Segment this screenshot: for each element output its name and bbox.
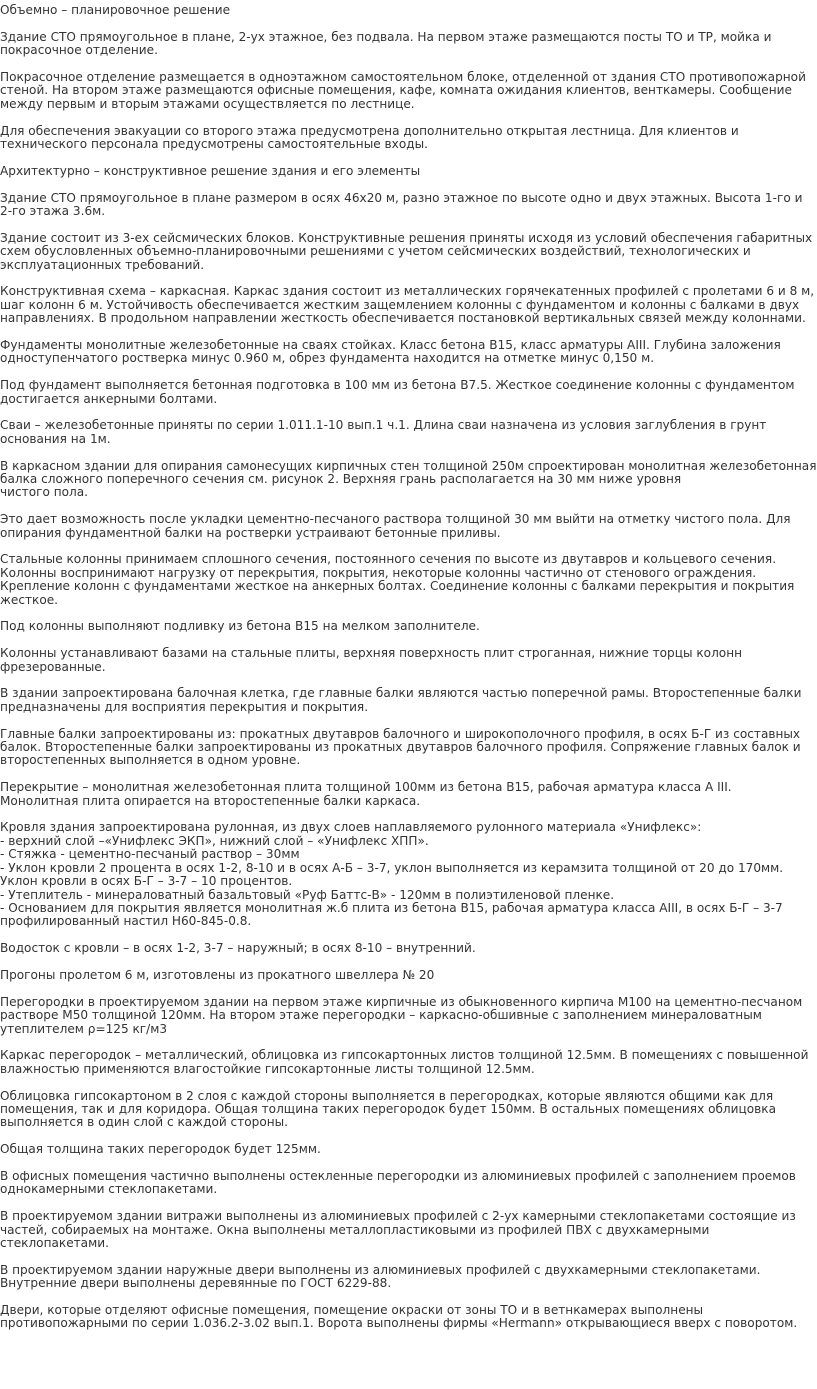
paragraph [0, 284, 815, 326]
text-line: балок. Второстепенные балки запроектированы из прокатных двутавров балочного профиля. Сопряжение главных балок и [0, 740, 801, 755]
text-line: В офисных помещения частично выполнены остекленные перегородки из алюминиевых профилей с заполнением проемов [0, 1168, 796, 1183]
text-line: Архитектурно – конструктивное решение здания и его элементы [0, 163, 421, 178]
text-line: Водосток с кровли – в осях 1-2, 3-7 – наружный; в осях 8-10 – внутренний. [0, 941, 476, 956]
text-line: Здание СТО прямоугольное в плане размером в осях 46х20 м, разно этажное по высоте одно и двух этажных. Высота 1-го и [0, 190, 803, 205]
text-line: Двери, которые отделяют офисные помещения, помещение окраски от зоны ТО и в ветнкамерах выполнены [0, 1302, 704, 1317]
text-line: фрезерованные. [0, 659, 106, 674]
text-line: 2-го этажа 3.6м. [0, 204, 106, 219]
text-line: Это дает возможность после укладки цементно-песчаного раствора толщиной 30 мм выйти на отметку чистого пола. Для [0, 512, 791, 527]
text-line: покрасочное отделение. [0, 43, 158, 58]
text-line: Фундаменты монолитные железобетонные на сваях стойках. Класс бетона В15, класс арматуры AIII. Глубина заложения [0, 338, 781, 353]
paragraph [0, 1302, 798, 1331]
text-line: помещения, так и для коридора. Общая толщина таких перегородок будет 150мм. В остальных помещениях облицовка [0, 1101, 776, 1116]
text-line: однокамерными стеклопакетами. [0, 1182, 218, 1197]
paragraph [0, 123, 739, 152]
text-line: Для обеспечения эвакуации со второго этажа предусмотрена дополнительно открытая лестница. Для клиентов и [0, 123, 739, 138]
text-line: - верхний слой –«Унифлекс ЭКП», нижний слой – «Унифлекс ХПП». [0, 833, 429, 848]
paragraph [0, 820, 784, 929]
text-line: Кровля здания запроектирована рулонная, из двух слоев наплавляемого рулонного материала «Унифлекс»: [0, 820, 702, 835]
text-line: противопожарными по серии 1.036.2-3.02 вып.1. Ворота выполнены фирмы «Hermann» открывающиеся вверх с поворотом. [0, 1316, 798, 1331]
paragraph [0, 942, 700, 955]
paragraph [0, 1168, 796, 1197]
paragraph [0, 552, 795, 607]
paragraph [0, 1143, 700, 1156]
text-line: второстепенных выполняется в одном уровне. [0, 753, 301, 768]
text-line: стеной. На втором этаже размещаются офисные помещения, кафе, комната ожидания клиентов, венткамеры. Сообщение [0, 83, 792, 98]
paragraph [0, 1262, 761, 1291]
text-line: Под колонны выполняют подливку из бетона В15 на мелком заполнителе. [0, 619, 480, 634]
text-line: между первым и вторым этажами осуществляется по лестнице. [0, 96, 415, 111]
text-line: достигается анкерными болтами. [0, 391, 218, 406]
text-line: утеплителем ρ=125 кг/м3 [0, 1021, 168, 1036]
paragraph [0, 190, 803, 219]
text-line: профилированный настил Н60-845-0.8. [0, 914, 252, 929]
text-line: Объемно – планировочное решение [0, 3, 231, 17]
paragraph [0, 165, 700, 178]
text-line: Общая толщина таких перегородок будет 125мм. [0, 1142, 321, 1157]
paragraph [0, 1209, 796, 1250]
text-line: опирания фундаментной балки на ростверки устраивают бетонные приливы. [0, 525, 501, 540]
text-line: частей, собираемых на монтаже. Окна выполнены металлопластиковыми из профилей ПВХ с двухкамерными [0, 1222, 710, 1237]
text-line: Здание состоит из 3-ех сейсмических блоков. Конструктивные решения приняты исходя из условий обеспечения габаритных [0, 230, 813, 245]
text-line: жесткое. [0, 592, 59, 607]
paragraph [0, 29, 772, 58]
paragraph [0, 1048, 809, 1076]
text-line: влажностью применяются влагостойкие гипсокартонные листы толщиной 12.5мм. [0, 1061, 535, 1076]
text-line: - Утеплитель - минераловатный базальтовый «Руф Баттс-В» - 120мм в полиэтиленовой пленке. [0, 887, 615, 902]
text-line: В каркасном здании для опирания самонесущих кирпичных стен толщиной 250м спроектирован монолитная железобетонная [0, 458, 817, 473]
text-line: Перегородки в проектируемом здании на первом этаже кирпичные из обыкновенного кирпича М100 на цементно-песчаном [0, 994, 803, 1009]
text-line: - Основанием для покрытия является монолитная ж.б плита из бетона В15, рабочая арматура класса AIII, в осях Б-Г – 3-7 [0, 900, 783, 915]
text-line: балка сложного поперечного сечения см. рисунок 2. Верхняя грань располагается на 30 мм ниже уровня [0, 472, 682, 487]
paragraph [0, 70, 806, 111]
text-line: Перекрытие – монолитная железобетонная плита толщиной 100мм из бетона В15, рабочая арматура класса А III. [0, 780, 732, 795]
text-line: предназначены для восприятия перекрытия и покрытия. [0, 699, 369, 714]
text-line: - Стяжка - цементно-песчаный раствор – 30мм [0, 847, 300, 862]
text-line: Здание СТО прямоугольное в плане, 2-ух этажное, без подвала. На первом этаже размещаются посты ТО и ТР, мойка и [0, 29, 772, 44]
text-line: одноступенчатого ростверка минус 0.960 м, обрез фундамента находится на отметке минус 0,150 м. [0, 351, 655, 366]
paragraph [0, 4, 700, 17]
text-line: Каркас перегородок – металлический, облицовка из гипсокартонных листов толщиной 12.5мм. В помещениях с повышенной [0, 1048, 809, 1063]
text-line: эксплуатационных требований. [0, 257, 205, 272]
paragraph [0, 1088, 776, 1130]
text-line: Уклон кровли в осях Б-Г – 3-7 – 10 процентов. [0, 874, 293, 889]
text-line: основания на 1м. [0, 431, 111, 446]
paragraph [0, 994, 803, 1036]
paragraph [0, 512, 791, 540]
text-line: технического персонала предусмотрены самостоятельные входы. [0, 137, 428, 152]
text-line: Главные балки запроектированы из: прокатных двутавров балочного и широкополочного профиля, в осях Б-Г из составных [0, 726, 801, 741]
text-line: Конструктивная схема – каркасная. Каркас здания состоит из металлических горячекатенных профилей с пролетами 6 и 8 м, [0, 284, 815, 299]
text-line: Покрасочное отделение размещается в одноэтажном самостоятельном блоке, отделенной от здания СТО противопожарной [0, 70, 806, 84]
text-line: Крепление колонн с фундаментами жесткое на анкерных болтах. Соединение колонны с балками перекрытия и покрытия [0, 579, 795, 594]
text-line: Стальные колонны принимаем сплошного сечения, постоянного сечения по высоте из двутавров и кольцевого сечения. [0, 552, 777, 567]
text-line: Под фундамент выполняется бетонная подготовка в 100 мм из бетона В7.5. Жесткое соединение колонны с фундаментом [0, 378, 795, 393]
text-line: Колонны устанавливают базами на стальные плиты, верхняя поверхность плит строганная, нижние торцы колонн [0, 646, 743, 661]
text-line: Монолитная плита опирается на второстепенные балки каркаса. [0, 793, 421, 808]
text-line: Сваи – железобетонные приняты по серии 1.011.1-10 вып.1 ч.1. Длина сваи назначена из условия заглубления в грунт [0, 418, 767, 433]
paragraph [0, 458, 817, 500]
text-line: стеклопакетами. [0, 1235, 109, 1250]
text-line: Колонны воспринимают нагрузку от перекрытия, покрытия, некоторые колонны частично от стенового ограждения. [0, 565, 757, 580]
paragraph [0, 969, 700, 982]
paragraph [0, 378, 795, 406]
text-line: шаг колонн 6 м. Устойчивость обеспечивается жестким защемлением колонны с фундаментом и колонны с балками в двух [0, 297, 800, 312]
text-line: Прогоны пролетом 6 м, изготовлены из прокатного швеллера № 20 [0, 967, 435, 982]
text-line: В проектируемом здании витражи выполнены из алюминиевых профилей с 2-ух камерными стеклопакетами состоящие из [0, 1209, 796, 1224]
paragraph [0, 646, 743, 674]
text-line: растворе М50 толщиной 120мм. На втором этаже перегородки – каркасно-обшивные с заполнением минераловатным [0, 1008, 762, 1023]
text-line: Внутренние двери выполнены деревянные по ГОСТ 6229-88. [0, 1276, 392, 1291]
paragraph [0, 230, 813, 272]
text-line: В здании запроектирована балочная клетка, где главные балки являются частью поперечной рамы. Второстепенные балки [0, 686, 802, 701]
text-line: выполняется в один слой с каждой стороны. [0, 1115, 289, 1130]
text-line: Облицовка гипсокартоном в 2 слоя с каждой стороны выполняется в перегородках, которые являются общими как для [0, 1088, 774, 1103]
paragraph [0, 726, 801, 768]
text-line: чистого пола. [0, 485, 88, 500]
paragraph [0, 338, 781, 366]
text-line: - Уклон кровли 2 процента в осях 1-2, 8-10 и в осях А-Б – 3-7, уклон выполняется из керамзита толщиной от 20 до 170мм. [0, 860, 784, 875]
paragraph [0, 620, 700, 633]
text-line: направлениях. В продольном направлении жесткость обеспечивается постановкой вертикальных связей между колоннами. [0, 311, 806, 326]
paragraph [0, 418, 767, 446]
text-line: схем обусловленных объемно-планировочными решениями с учетом сейсмических воздействий, технологических и [0, 244, 751, 259]
paragraph [0, 686, 802, 714]
paragraph [0, 780, 732, 808]
text-line: В проектируемом здании наружные двери выполнены из алюминиевых профилей с двухкамерными стеклопакетами. [0, 1262, 761, 1277]
